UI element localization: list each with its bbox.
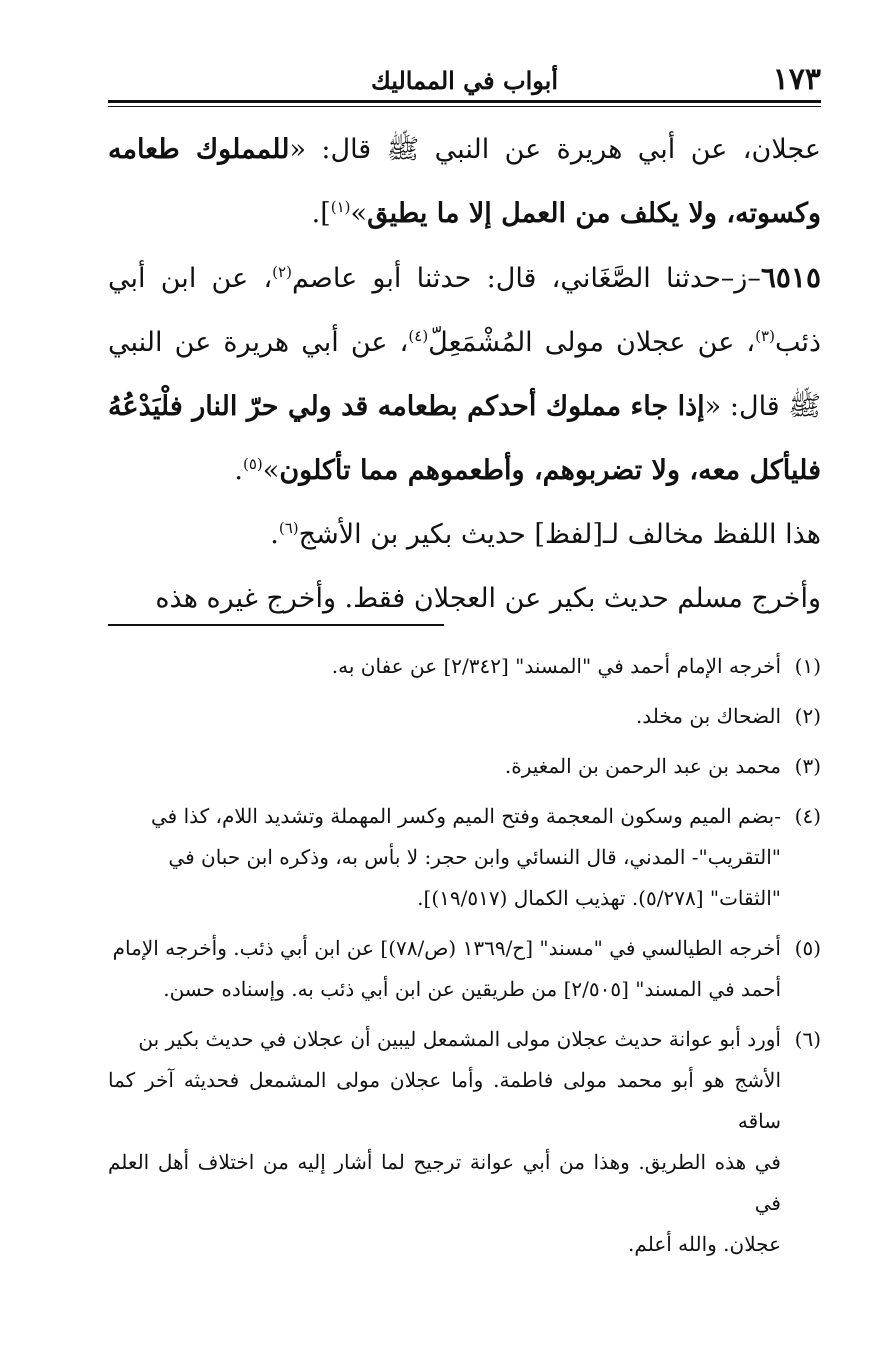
footnote-line: "التقريب"- المدني، قال النسائي وابن حجر: لا بأس به، وذكره ابن حبان في bbox=[168, 845, 781, 869]
footnote-line: محمد بن عبد الرحمن بن المغيرة. bbox=[504, 754, 781, 778]
footnote-ref[interactable]: (١) bbox=[330, 198, 351, 216]
footnote-line: أخرجه الإمام أحمد في "المسند" [٢/٣٤٢] عن عفان به. bbox=[331, 654, 781, 678]
text-run: هذا اللفظ مخالف لـ[لفظ] حديث بكير بن الأشج bbox=[298, 519, 821, 550]
footnote-line: في هذه الطريق. وهذا من أبي عوانة ترجيح لما أشار إليه من اختلاف أهل العلم في bbox=[108, 1150, 781, 1215]
paragraph-hadith-6515 bbox=[108, 246, 821, 503]
text-run: . bbox=[234, 455, 243, 486]
footnote-line: الضحاك بن مخلد. bbox=[635, 704, 781, 728]
footnote-number: (٤) bbox=[794, 804, 821, 828]
text-run: –ز–حدثنا الصَّغَاني، قال: حدثنا أبو عاصم bbox=[291, 263, 761, 294]
footnote-number: (٥) bbox=[794, 936, 821, 960]
footnote bbox=[108, 928, 821, 1010]
footnote-line: أخرجه الطيالسي في "مسند" [ح/١٣٦٩ (ص/٧٨)] عن ابن أبي ذئب. وأخرجه الإمام bbox=[112, 936, 781, 960]
text-run: » bbox=[350, 198, 368, 229]
footnotes bbox=[108, 646, 821, 1274]
footnote-line: عجلان. والله أعلم. bbox=[628, 1232, 781, 1256]
main-text bbox=[108, 118, 821, 631]
hadith-matn: للمملوك طعامه وكسوته، ولا يكلف من العمل إلا ما يطيق bbox=[108, 134, 821, 229]
footnote-ref[interactable]: (٦) bbox=[278, 519, 299, 537]
footnote bbox=[108, 746, 821, 787]
page-header bbox=[108, 62, 821, 98]
text-run: ، عن عجلان مولى المُشْمَعِلّ bbox=[428, 327, 756, 358]
text-run: ، عن أبي هريرة عن النبي ﷺ قال: « bbox=[108, 327, 821, 422]
footnote-number: (١) bbox=[794, 654, 821, 678]
header-rule-thin bbox=[108, 106, 821, 107]
footnote-line: "الثقات" [٥/٢٧٨). تهذيب الكمال (١٩/٥١٧)]. bbox=[417, 886, 781, 910]
page-number: ١٧٣ bbox=[772, 62, 821, 97]
footnote-text bbox=[108, 646, 781, 687]
footnote-line: الأشج هو أبو محمد مولى فاطمة. وأما عجلان مولى المشمعل فحديثه آخر كما ساقه bbox=[108, 1068, 781, 1133]
footnote-line: -بضم الميم وسكون المعجمة وفتح الميم وكسر المهملة وتشديد اللام، كذا في bbox=[151, 804, 781, 828]
footnote-number: (٢) bbox=[794, 704, 821, 728]
header-rule-thick bbox=[108, 100, 821, 103]
text-run: . bbox=[270, 519, 279, 550]
footnote-text bbox=[108, 796, 781, 919]
text-run: عجلان، عن أبي هريرة عن النبي ﷺ قال: « bbox=[289, 134, 821, 165]
footnote-text bbox=[108, 696, 781, 737]
footnote-text bbox=[108, 928, 781, 1010]
footnote-number: (٣) bbox=[794, 754, 821, 778]
running-title: أبواب في المماليك bbox=[370, 66, 559, 95]
hadith-number: ٦٥١٥ bbox=[760, 261, 821, 294]
footnote-ref[interactable]: (٢) bbox=[272, 263, 292, 281]
footnote-line: أحمد في المسند" [٢/٥٠٥] من طريقين عن ابن أبي ذئب به. وإسناده حسن. bbox=[163, 977, 781, 1001]
text-run: ]. bbox=[311, 198, 331, 229]
text-run: » bbox=[262, 455, 280, 486]
paragraph-hadith-end bbox=[108, 118, 821, 246]
paragraph-note bbox=[108, 503, 821, 567]
paragraph-continuation: وأخرج مسلم حديث بكير عن العجلان فقط. وأخرج غيره هذه bbox=[155, 583, 821, 614]
footnote-ref[interactable]: (٥) bbox=[243, 455, 263, 473]
footnote-number: (٦) bbox=[794, 1027, 821, 1051]
text-run: ، عن ابن أبي ذئب bbox=[108, 263, 821, 358]
footnote bbox=[108, 696, 821, 737]
footnote-text bbox=[108, 746, 781, 787]
footnote bbox=[108, 1019, 821, 1265]
hadith-matn: إذا جاء مملوك أحدكم بطعامه قد ولي حرّ النار فلْيَدْعُهُ فليأكل معه، ولا تضربوهم، وأطعموهم مما تأكلون bbox=[108, 391, 821, 486]
footnote bbox=[108, 646, 821, 687]
footnote-ref[interactable]: (٣) bbox=[755, 327, 775, 345]
footnote-line: أورد أبو عوانة حديث عجلان مولى المشمعل ليبين أن عجلان في حديث بكير بن bbox=[138, 1027, 781, 1051]
footnote-text bbox=[108, 1019, 781, 1265]
footnote-ref[interactable]: (٤) bbox=[408, 327, 429, 345]
footnote bbox=[108, 796, 821, 919]
footnote-separator bbox=[108, 624, 444, 626]
